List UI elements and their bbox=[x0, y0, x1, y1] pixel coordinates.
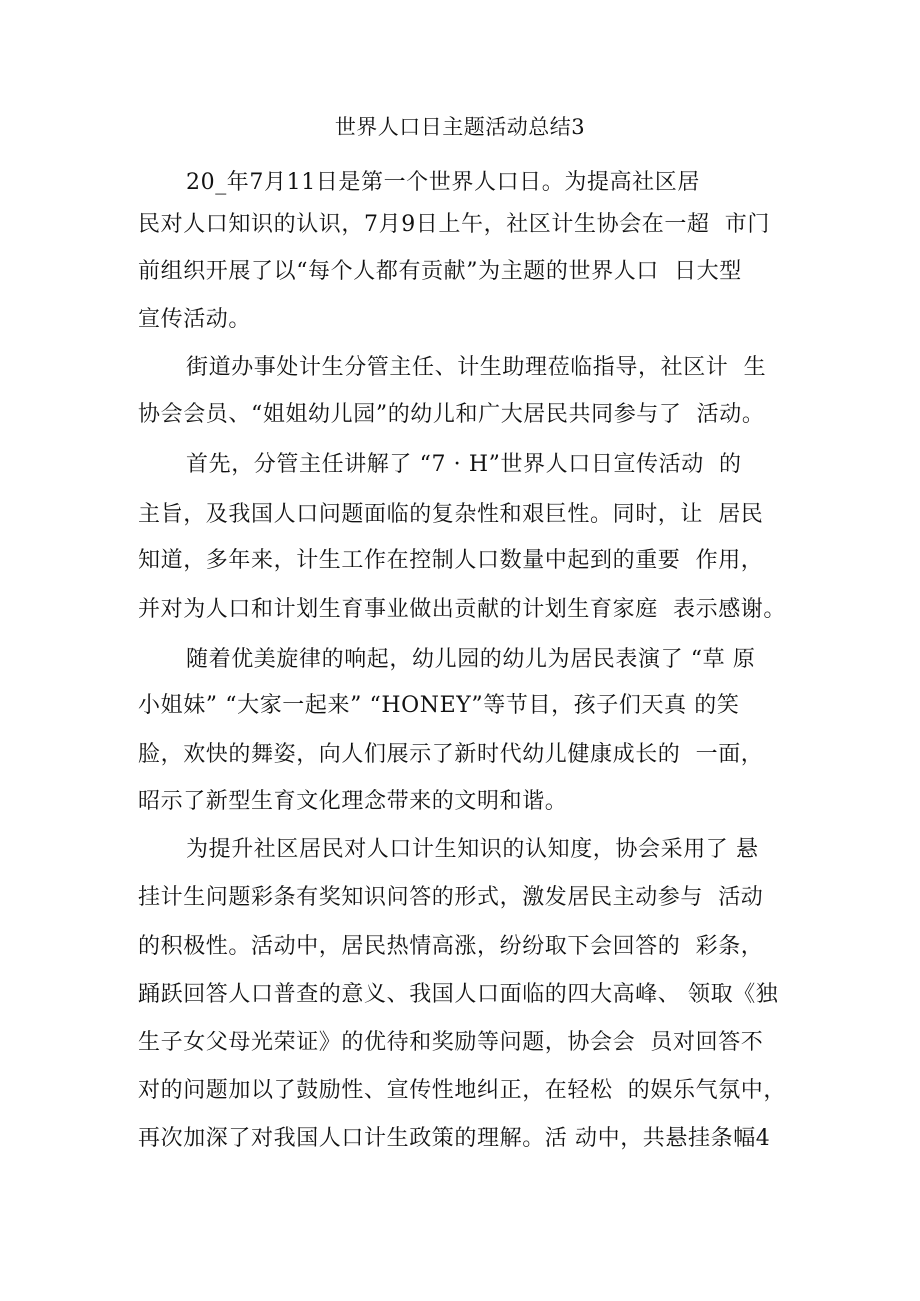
paragraph-line: 再次加深了对我国人口计生政策的理解。活 动中，共悬挂条幅4 bbox=[138, 1126, 771, 1151]
paragraph-line: 随着优美旋律的响起，幼儿园的幼儿为居民表演了 “草 原 bbox=[186, 647, 756, 672]
paragraph-line: 踊跃回答人口普查的意义、我国人口面临的四大高峰、 领取《独 bbox=[138, 982, 779, 1007]
paragraph-line: 主旨，及我国人口问题面临的复杂性和艰巨性。同时，让 居民 bbox=[138, 502, 764, 527]
paragraph-line: 协会会员、“姐姐幼儿园”的幼儿和广大居民共同参与了 活动。 bbox=[138, 402, 765, 427]
paragraph-line: 对的问题加以了鼓励性、宣传性地纠正，在轻松 的娱乐气氛中， bbox=[138, 1078, 786, 1103]
paragraph-line: 昭示了新型生育文化理念带来的文明和谐。 bbox=[138, 789, 568, 814]
paragraph-line: 为提升社区居民对人口计生知识的认知度，协会采用了 悬 bbox=[186, 837, 759, 862]
paragraph-line: 前组织开展了以“每个人都有贡献”为主题的世界人口 日大型 bbox=[138, 259, 742, 284]
paragraph-line: 街道办事处计生分管主任、计生助理莅临指导，社区计 生 bbox=[186, 355, 767, 380]
paragraph-line: 的积极性。活动中，居民热情高涨，纷纷取下会回答的 彩条， bbox=[138, 934, 764, 959]
paragraph-line: 小姐妹” “大家一起来” “HONEY”等节目，孩子们天真 的笑 bbox=[138, 693, 740, 718]
document-title: 世界人口日主题活动总结3 bbox=[334, 115, 586, 139]
paragraph-line: 民对人口知识的认识，7月9日上午，社区计生协会在一超 市门 bbox=[138, 212, 770, 237]
paragraph-line: 挂计生问题彩条有奖知识问答的形式，激发居民主动参与 活动 bbox=[138, 885, 764, 910]
paragraph-line: 首先，分管主任讲解了 “7 · H”世界人口日宣传活动 的 bbox=[186, 452, 742, 477]
paragraph-line: 生子女父母光荣证》的优待和奖励等问题，协会会 员对回答不 bbox=[138, 1030, 764, 1055]
paragraph-line: 20_年7月11日是第一个世界人口日。为提高社区居 bbox=[186, 170, 700, 195]
paragraph-line: 并对为人口和计划生育事业做出贡献的计划生育家庭 表示感谢。 bbox=[138, 597, 786, 622]
paragraph-line: 宣传活动。 bbox=[138, 307, 252, 332]
paragraph-line: 知道，多年来，计生工作在控制人口数量中起到的重要 作用， bbox=[138, 548, 764, 573]
paragraph-line: 脸，欢快的舞姿，向人们展示了新时代幼儿健康成长的 一面， bbox=[138, 742, 764, 767]
